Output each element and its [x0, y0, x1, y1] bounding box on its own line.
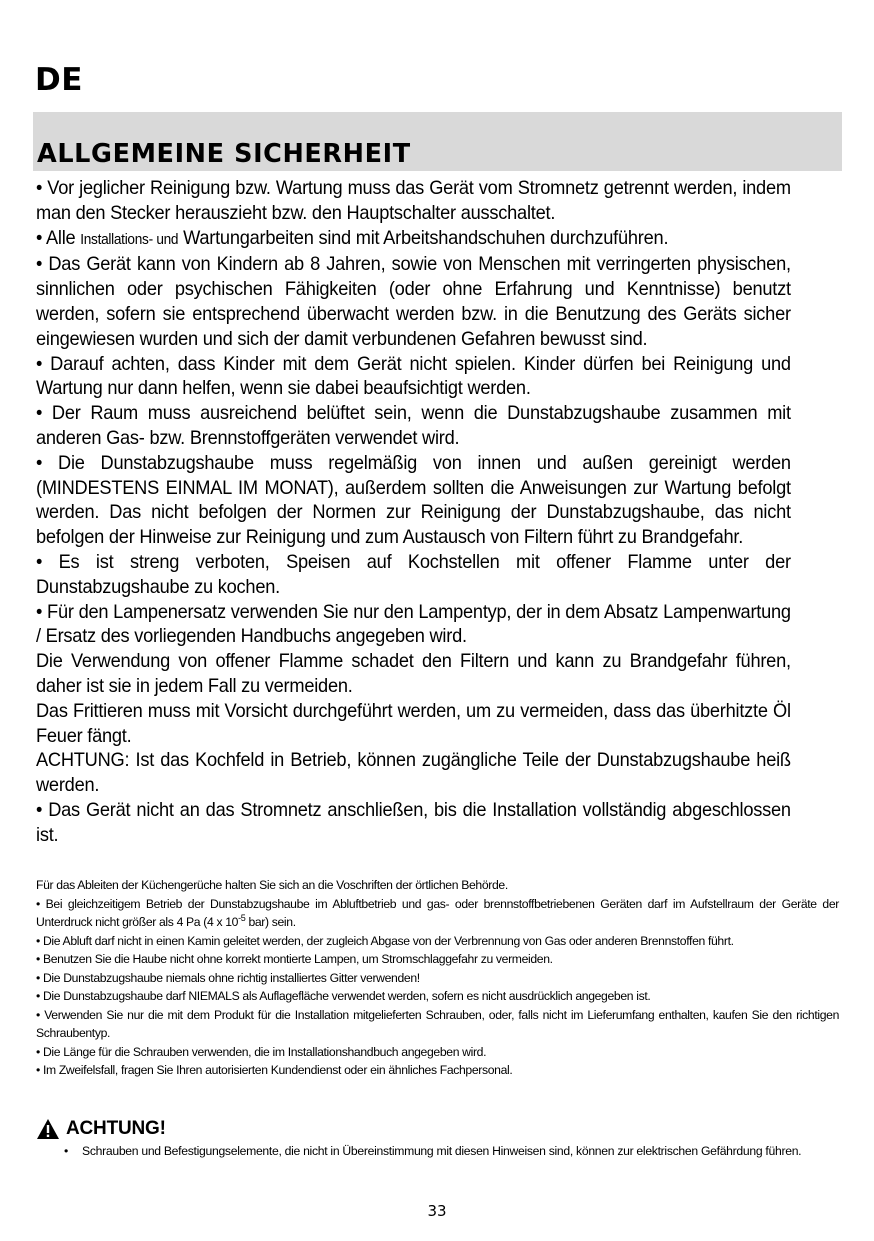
- note-paragraph: • Benutzen Sie die Haube nicht ohne korrekt montierte Lampen, um Stromschlaggefahr zu vermeiden.: [36, 952, 553, 966]
- note-paragraph: • Im Zweifelsfall, fragen Sie Ihren autorisierten Kundendienst oder ein ähnliches Fachpersonal.: [36, 1063, 513, 1077]
- safety-paragraph: • Darauf achten, dass Kinder mit dem Gerät nicht spielen. Kinder dürfen bei Reinigung und Wartung nur dann helfen, wenn sie dabei beaufsichtigt werden.: [36, 352, 791, 400]
- warning-item: • Schrauben und Befestigungselemente, die nicht in Übereinstimmung mit diesen Hinweisen sind, können zur elektrischen Gefährdung führen.: [62, 1142, 839, 1160]
- safety-paragraph: Die Verwendung von offener Flamme schadet den Filtern und kann zu Brandgefahr führen, daher ist sie in jedem Fall zu vermeiden.: [36, 650, 791, 697]
- note-paragraph: • Die Länge für die Schrauben verwenden, die im Installationshandbuch angegeben wird.: [36, 1044, 487, 1059]
- safety-paragraph: • Das Gerät kann von Kindern ab 8 Jahren, sowie von Menschen mit verringerten physischen, sinnlichen oder psychischen Fähigkeiten (oder ohne Erfahrung und Kenntnisse) benutzt werden, sofern sie entsprechend überwacht werden bzw. in die Benutzung des Geräts sicher eingewiesen wurden und sich der damit verbundenen Gefahren bewusst sind.: [36, 253, 791, 350]
- warning-triangle-icon: [36, 1118, 60, 1140]
- language-code: DE: [35, 62, 83, 98]
- warning-heading: [36, 1114, 166, 1144]
- safety-paragraph: • Für den Lampenersatz verwenden Sie nur den Lampentyp, der in dem Absatz Lampenwartung / Ersatz des vorliegenden Handbuchs angegeben wird.: [36, 600, 791, 648]
- safety-paragraph: • Das Gerät nicht an das Stromnetz anschließen, bis die Installation vollständig abgeschlossen ist.: [36, 798, 791, 846]
- note-paragraph: • Die Dunstabzugshaube niemals ohne richtig installiertes Gitter verwenden!: [36, 970, 420, 985]
- safety-paragraph: ACHTUNG: Ist das Kochfeld in Betrieb, können zugängliche Teile der Dunstabzugshaube heiß werden.: [36, 749, 791, 797]
- note-paragraph: • Die Dunstabzugshaube darf NIEMALS als Auflagefläche verwendet werden, sofern es nicht ausdrücklich angegeben ist.: [36, 989, 651, 1003]
- general-safety-text: [36, 176, 791, 848]
- safety-paragraph: • Vor jeglicher Reinigung bzw. Wartung muss das Gerät vom Stromnetz getrennt werden, indem man den Stecker herauszieht bzw. den Hauptschalter ausschaltet.: [36, 177, 791, 224]
- note-paragraph: • Verwenden Sie nur die mit dem Produkt für die Installation mitgelieferten Schrauben, oder, falls nicht im Lieferumfang enthalten, kaufen Sie den richtigen Schraubentyp.: [36, 1007, 839, 1040]
- note-paragraph: • Bei gleichzeitigem Betrieb der Dunstabzugshaube im Abluftbetrieb und gas- oder brennstoffbetriebenen Geräten darf im Aufstellraum der Geräte der Unterdruck nicht größer als 4 Pa (4 x $10^{-5}$ bar) sein.: [36, 896, 839, 929]
- additional-safety-notes: [36, 876, 839, 1080]
- safety-paragraph: • Der Raum muss ausreichend belüftet sein, wenn die Dunstabzugshaube zusammen mit anderen Gas- bzw. Brennstoffgeräten verwendet wird.: [36, 402, 791, 449]
- safety-paragraph: • Alle Installations- und Wartungarbeiten sind mit Arbeitshandschuhen durchzuführen.: [36, 226, 669, 249]
- safety-paragraph: • Die Dunstabzugshaube muss regelmäßig von innen und außen gereinigt werden (MINDESTENS EINMAL IM MONAT), außerdem sollten die Anweisungen zur Wartung befolgt werden. Das nicht befolgen der Normen zur Reinigung der Dunstabzugshaube, das nicht befolgen der Hinweise zur Reinigung und zum Austausch von Filtern führt zu Brandgefahr.: [36, 451, 791, 549]
- note-paragraph: Für das Ableiten der Küchengerüche halten Sie sich an die Voschriften der örtlichen Behörde.: [36, 878, 508, 892]
- page-number: 33: [427, 1202, 447, 1220]
- section-title: ALLGEMEINE SICHERHEIT: [37, 139, 411, 169]
- safety-paragraph: • Es ist streng verboten, Speisen auf Kochstellen mit offener Flamme unter der Dunstabzugshaube zu kochen.: [36, 550, 791, 598]
- section-header-bar: [33, 112, 842, 171]
- safety-paragraph: Das Frittieren muss mit Vorsicht durchgeführt werden, um zu vermeiden, dass das überhitzte Öl Feuer fängt.: [36, 699, 791, 747]
- exponent: -5: [238, 913, 246, 923]
- note-paragraph: • Die Abluft darf nicht in einen Kamin geleitet werden, der zugleich Abgase von der Verbrennung von Gas oder anderen Brennstoffen führt.: [36, 933, 734, 948]
- warning-list: [62, 1142, 839, 1160]
- warning-title: ACHTUNG!: [66, 1118, 166, 1139]
